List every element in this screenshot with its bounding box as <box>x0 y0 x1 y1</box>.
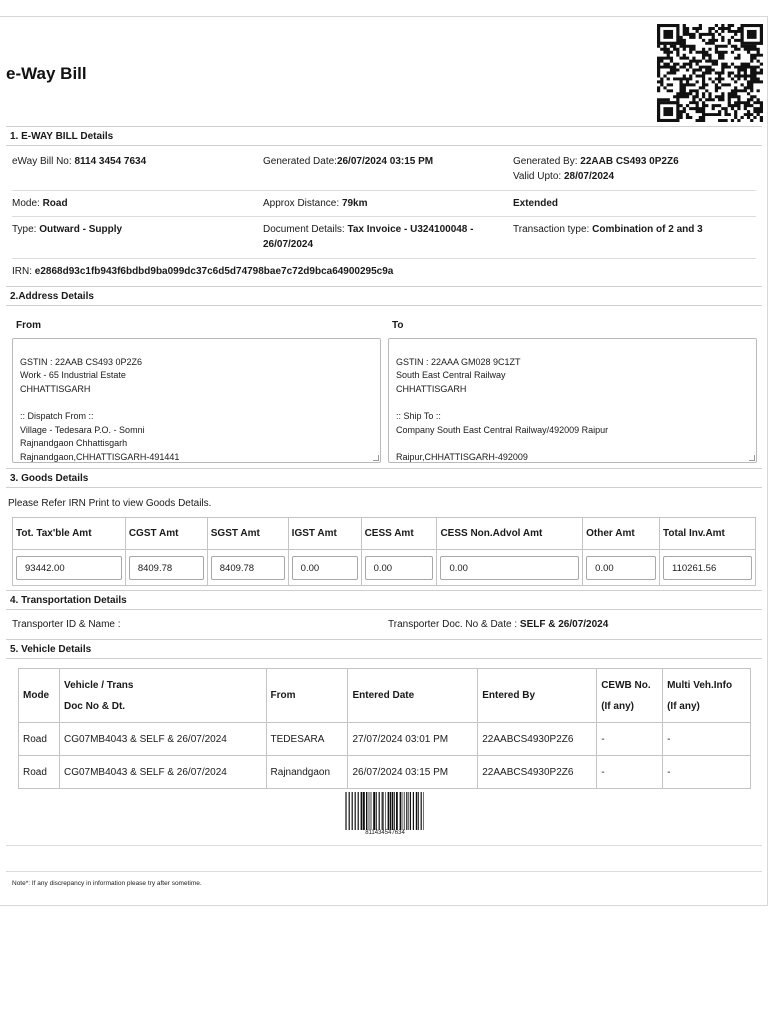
table-cell: Road <box>19 756 60 789</box>
valid-upto <box>513 169 614 184</box>
transporter-id-label: Transporter ID & Name : <box>12 619 121 630</box>
approx-distance <box>263 196 368 211</box>
approx-distance-value: 79km <box>341 198 368 209</box>
total-invoice-amount-field[interactable]: 110261.56 <box>663 556 752 580</box>
page-title: e-Way Bill <box>6 64 87 83</box>
goods-value-cell <box>288 550 361 586</box>
section-heading-address: 2.Address Details <box>6 286 762 306</box>
irn-value: e2868d93c1fb943f6bdbd9ba099dc37c6d5d74798bae7c72d9bca64900295c9a <box>34 266 394 277</box>
goods-header-cell: SGST Amt <box>207 518 288 550</box>
from-address-text: GSTIN : 22AAB CS493 0P2Z6 Work - 65 Industrial Estate CHHATTISGARH :: Dispatch From :: Village - Tedesara P.O. - Somni Rajnandgaon Chhattisgarh Rajnandgaon,CHHATTISGARH-491441 <box>20 356 180 462</box>
generated-by <box>513 154 679 169</box>
goods-header-cell: CESS Non.Advol Amt <box>437 518 583 550</box>
transaction-type-value: Combination of 2 and 3 <box>592 224 703 235</box>
transaction-type <box>513 222 703 237</box>
header-line: (If any) <box>601 700 634 712</box>
eway-bill-no-label: eWay Bill No: <box>12 156 72 167</box>
goods-value-cell <box>125 550 207 586</box>
table-row <box>19 723 751 756</box>
vehicle-header-cell <box>478 669 597 723</box>
vehicle-details-table <box>18 668 751 789</box>
generated-date-label: Generated Date: <box>263 156 337 167</box>
goods-value-cell <box>13 550 126 586</box>
goods-header-cell: Tot. Tax'ble Amt <box>13 518 126 550</box>
document-details-date: 26/07/2024 <box>263 239 314 250</box>
vehicle-header-row <box>19 669 751 723</box>
other-amount-field[interactable]: 0.00 <box>586 556 656 580</box>
transporter-doc-label: Transporter Doc. No & Date : <box>388 619 518 630</box>
vehicle-header-cell <box>348 669 478 723</box>
header-line: Vehicle / Trans <box>63 679 134 691</box>
header-line: Doc No & Dt. <box>63 700 126 712</box>
section-heading-goods: 3. Goods Details <box>6 468 762 488</box>
goods-header-cell: Other Amt <box>583 518 660 550</box>
header-line: From <box>270 690 296 701</box>
sgst-amount-field[interactable]: 8409.78 <box>211 556 285 580</box>
to-address-textarea[interactable] <box>388 338 757 463</box>
goods-header-row <box>13 518 756 550</box>
table-cell: Road <box>19 723 60 756</box>
table-row <box>19 756 751 789</box>
divider <box>6 845 762 846</box>
header-line: (If any) <box>667 700 700 712</box>
supply-type-value: Outward - Supply <box>39 224 123 235</box>
igst-amount-field[interactable]: 0.00 <box>292 556 358 580</box>
document-details-value: Tax Invoice - U324100048 - <box>347 224 474 235</box>
section-heading-eway-details: 1. E-WAY BILL Details <box>6 126 762 146</box>
divider <box>12 216 756 217</box>
goods-header-cell: Total Inv.Amt <box>660 518 756 550</box>
irn <box>12 264 393 279</box>
goods-value-row <box>13 550 756 586</box>
table-cell: - <box>597 723 663 756</box>
transporter-doc-value: SELF & 26/07/2024 <box>519 619 609 630</box>
vehicle-header-cell <box>663 669 751 723</box>
to-label: To <box>392 320 404 331</box>
cgst-amount-field[interactable]: 8409.78 <box>129 556 204 580</box>
supply-type-label: Type: <box>12 224 37 235</box>
divider <box>6 871 762 872</box>
table-cell: 22AABCS4930P2Z6 <box>478 723 597 756</box>
goods-value-cell <box>437 550 583 586</box>
qr-code-icon <box>657 24 763 122</box>
extended-status <box>513 196 558 211</box>
mode-label: Mode: <box>12 198 40 209</box>
table-cell: CG07MB4043 & SELF & 26/07/2024 <box>59 756 266 789</box>
document-details <box>263 222 503 252</box>
eway-bill-no-value: 8114 3454 7634 <box>74 156 147 167</box>
eway-bill-no <box>12 154 146 169</box>
goods-value-cell <box>361 550 437 586</box>
to-address-text: GSTIN : 22AAA GM028 9C1ZT South East Central Railway CHHATTISGARH :: Ship To :: Company South East Central Railway/492009 Raipur Raipur,CHHATTISGARH-492009 <box>396 356 609 462</box>
table-cell: - <box>663 756 751 789</box>
table-cell: Rajnandgaon <box>266 756 348 789</box>
divider <box>12 258 756 259</box>
goods-note: Please Refer IRN Print to view Goods Details. <box>8 498 212 509</box>
header-line: CEWB No. <box>601 679 651 691</box>
header-line: Entered By <box>482 690 536 701</box>
goods-amount-table <box>12 517 756 586</box>
from-address-textarea[interactable] <box>12 338 381 463</box>
barcode-number: 811434547634 <box>365 830 405 836</box>
resize-handle-icon[interactable] <box>373 455 379 461</box>
extended-label: Extended <box>513 198 559 209</box>
table-cell: TEDESARA <box>266 723 348 756</box>
cess-amount-field[interactable]: 0.00 <box>365 556 434 580</box>
cess-non-advol-field[interactable]: 0.00 <box>440 556 579 580</box>
barcode-icon <box>345 792 425 830</box>
from-label: From <box>16 320 41 331</box>
divider <box>12 190 756 191</box>
table-cell: 27/07/2024 03:01 PM <box>348 723 478 756</box>
goods-header-cell: IGST Amt <box>288 518 361 550</box>
valid-upto-label: Valid Upto: <box>513 171 562 182</box>
transaction-type-label: Transaction type: <box>513 224 590 235</box>
header-line: Mode <box>23 690 50 701</box>
mode <box>12 196 68 211</box>
generated-by-value: 22AAB CS493 0P2Z6 <box>580 156 679 167</box>
valid-upto-value: 28/07/2024 <box>563 171 615 182</box>
section-heading-transportation: 4. Transportation Details <box>6 590 762 610</box>
vehicle-header-cell <box>59 669 266 723</box>
transporter-doc <box>388 617 608 632</box>
section-heading-vehicle: 5. Vehicle Details <box>6 639 762 659</box>
goods-value-cell <box>207 550 288 586</box>
table-cell: - <box>663 723 751 756</box>
table-cell: - <box>597 756 663 789</box>
vehicle-header-cell <box>19 669 60 723</box>
mode-value: Road <box>42 198 68 209</box>
document-details-label: Document Details: <box>263 224 345 235</box>
irn-label: IRN: <box>12 266 32 277</box>
table-cell: 22AABCS4930P2Z6 <box>478 756 597 789</box>
generated-date-value: 26/07/2024 03:15 PM <box>336 156 434 167</box>
table-cell: CG07MB4043 & SELF & 26/07/2024 <box>59 723 266 756</box>
supply-type <box>12 222 122 237</box>
header-line: Entered Date <box>352 690 415 701</box>
footer-note: Note*: If any discrepancy in information please try after sometime. <box>12 880 202 887</box>
approx-distance-label: Approx Distance: <box>263 198 340 209</box>
vehicle-header-cell <box>266 669 348 723</box>
generated-by-label: Generated By: <box>513 156 578 167</box>
taxable-amount-field[interactable]: 93442.00 <box>16 556 122 580</box>
header-line: Multi Veh.Info <box>667 679 733 691</box>
vehicle-header-cell <box>597 669 663 723</box>
goods-value-cell <box>583 550 660 586</box>
goods-header-cell: CESS Amt <box>361 518 437 550</box>
table-cell: 26/07/2024 03:15 PM <box>348 756 478 789</box>
generated-date <box>263 154 433 169</box>
goods-value-cell <box>660 550 756 586</box>
goods-header-cell: CGST Amt <box>125 518 207 550</box>
resize-handle-icon[interactable] <box>749 455 755 461</box>
